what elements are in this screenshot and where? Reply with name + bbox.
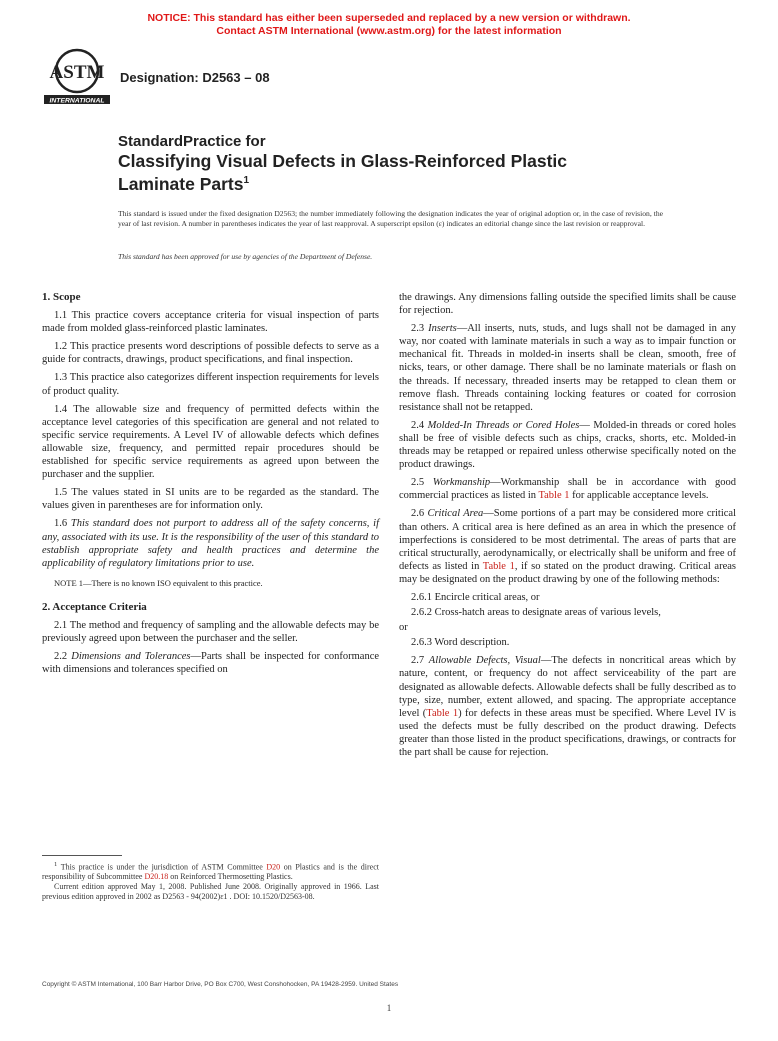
para-1-6: [42, 517, 379, 569]
para-2-2-heading: Dimensions and Tolerances: [71, 651, 191, 663]
title-line-1: StandardPractice for: [118, 133, 266, 150]
table-1-link[interactable]: Table 1: [538, 490, 570, 502]
para-2-6-number: 2.6: [411, 508, 428, 520]
footnote-1-text-b: on Plastics and is the direct responsibility of Subcommittee: [42, 862, 379, 882]
para-2-1: 2.1 The method and frequency of sampling and the allowable defects may be previously agreed upon between the purchaser and the seller.: [42, 619, 379, 644]
footnotes: [42, 860, 379, 902]
footnote-rule: [42, 855, 122, 856]
para-2-3: [399, 322, 736, 414]
para-2-4-heading: Molded-In Threads or Cored Holes: [427, 419, 580, 431]
astm-logo: [42, 47, 112, 107]
approval-statement: This standard has been approved for use by agencies of the Department of Defense.: [118, 252, 373, 261]
para-1-5: 1.5 The values stated in SI units are to be regarded as the standard. The values given in parentheses are for information only.: [42, 487, 379, 512]
subcommittee-d20-18-link[interactable]: D20.18: [144, 872, 169, 882]
page-number: 1: [386, 1003, 392, 1013]
committee-d20-link[interactable]: D20: [266, 862, 281, 872]
para-1-2: 1.2 This practice presents word descriptions of possible defects to serve as a guide for contracts, drawings, product specifications, and final inspection.: [42, 341, 379, 366]
para-2-6-1: 2.6.1 Encircle critical areas, or: [411, 591, 540, 603]
para-2-6-3: 2.6.3 Word description.: [411, 637, 510, 649]
para-1-6-number: 1.6: [54, 518, 71, 530]
para-2-6: [399, 507, 736, 586]
table-1-link[interactable]: Table 1: [426, 707, 459, 719]
para-1-4: 1.4 The allowable size and frequency of permitted defects within the acceptance level categories of this specification are general and not related to specific service requirements. A Level IV of allowable defects which defines allowable size, frequency, and permitted repair procedures should be established for specific service requirements as agreed upon between the purchaser and the supplier.: [42, 403, 379, 481]
para-2-7-text-a: —The defects in noncritical areas which by nature, content, or frequency do not affect serviceability of the part are designated as allowable defects. Allowable defects shall be fully described as to type, size, number, extent allowed, and spacing. The appropriate acceptance level (: [399, 655, 737, 719]
footnote-1-text-c: on Reinforced Thermosetting Plastics.: [168, 872, 293, 882]
notice-line-2: Contact ASTM International (www.astm.org) for the latest information: [216, 25, 562, 37]
or-text: or: [399, 622, 408, 634]
para-2-5-text-a: —Workmanship shall be in accordance with good commercial practices as listed in: [399, 477, 736, 502]
para-2-3-number: 2.3: [411, 323, 429, 335]
para-2-6-text-b: , if so stated on the product drawing. Critical areas may be designated on the product drawing by one of the following methods:: [399, 560, 736, 585]
para-2-2: [42, 650, 379, 676]
para-2-3-heading: Inserts: [428, 323, 457, 335]
title-line-3: Laminate Parts: [118, 173, 244, 194]
designation: Designation: D2563 – 08: [120, 70, 270, 85]
section-2-heading: 2. Acceptance Criteria: [42, 600, 147, 613]
para-2-7-number: 2.7: [411, 655, 429, 667]
right-column: [399, 291, 736, 764]
para-2-5-number: 2.5: [411, 477, 433, 489]
para-2-5-heading: Workmanship: [432, 477, 491, 489]
para-2-4-number: 2.4: [411, 419, 428, 431]
title-line-2: Classifying Visual Defects in Glass-Reinforced Plastic: [118, 151, 568, 171]
footnote-1-marker: 1: [54, 861, 58, 868]
title-footnote-ref: 1: [243, 175, 250, 186]
withdrawal-notice: [0, 12, 778, 38]
para-2-5: [399, 476, 736, 502]
para-2-6-heading: Critical Area: [427, 508, 484, 520]
footnote-1-text-a: This practice is under the jurisdiction of ASTM Committee: [60, 862, 267, 872]
para-2-7-heading: Allowable Defects, Visual: [428, 655, 541, 667]
para-2-7: [399, 654, 736, 759]
footnote-1: [42, 860, 379, 882]
para-2-2-number: 2.2: [54, 651, 72, 663]
para-2-2-text: —Parts shall be inspected for conformance with dimensions and tolerances specified on: [42, 651, 380, 676]
logo-text: ASTM: [49, 62, 105, 83]
para-2-3-text: —All inserts, nuts, studs, and lugs shall not be damaged in any way, nor coated with laminate materials in such a way as to impair function or mechanical fit. Threads in molded-in inserts shall be clean, smooth, free of nicks, tears, or other damage. There shall be no laminate materials or flash on the threads. If necessary, threaded inserts may be retapped to clean them or remove flash. Threads containing locking features or coated for corrosion resistance shall not be retapped.: [399, 323, 736, 413]
para-2-4: [399, 419, 736, 471]
para-2-6-2: 2.6.2 Cross-hatch areas to designate areas of various levels,: [411, 607, 661, 619]
para-2-7-text-b: ) for defects in these areas must be specified. Where Level IV is used the defects must be fully described on the product drawing. Defects greater than those listed in the product specifications, drawings, or contracts for the part shall be cause for rejection.: [399, 707, 736, 758]
footnote-2: Current edition approved May 1, 2008. Published June 2008. Originally approved in 1966. Last previous edition approved in 2002 as D2563 - 94(2002)ε1 . DOI: 10.1520/D2563-08.: [42, 882, 379, 902]
para-1-6-text: This standard does not purport to address all of the safety concerns, if any, associated with its use. It is the responsibility of the user of this standard to establish appropriate safety and health practices and determine the applicability of regulatory limitations prior to use.: [42, 518, 379, 569]
document-title: [118, 133, 567, 194]
note-1: NOTE 1—There is no known ISO equivalent to this practice.: [54, 577, 263, 588]
para-1-3: 1.3 This practice also categorizes different inspection requirements for levels of product quality.: [42, 372, 379, 397]
para-2-2-continued: the drawings. Any dimensions falling outside the specified limits shall be cause for rejection.: [399, 292, 736, 317]
logo-subtext: INTERNATIONAL: [49, 97, 105, 105]
copyright-line: Copyright © ASTM International, 100 Barr Harbor Drive, PO Box C700, West Conshohocken, PA 19428-2959. United States: [42, 981, 399, 988]
table-1-link[interactable]: Table 1: [482, 560, 515, 572]
para-2-5-text-b: for applicable acceptance levels.: [569, 490, 709, 502]
issue-statement: This standard is issued under the fixed designation D2563; the number immediately following the designation indicates the year of original adoption or, in the case of revision, the year of last revision. A number in parentheses indicates the year of last reapproval. A superscript epsilon (ε) indicates an editorial change since the last revision or reapproval.: [118, 209, 663, 229]
left-column: [42, 291, 379, 681]
para-1-1: 1.1 This practice covers acceptance criteria for visual inspection of parts made from molded glass-reinforced plastic laminates.: [42, 310, 379, 335]
para-2-4-text: — Molded-in threads or cored holes shall be free of visible defects such as chips, cracks, shorts, etc. Molded-in threads may be retapped or repaired unless otherwise specifically noted on the product drawings.: [399, 419, 737, 471]
para-2-6-text-a: —Some portions of a part may be considered more critical than others. A critical area is here defined as an area in which the presence of imperfections is considered to be most detrimental. The areas of parts that are critical structurally, aerodynamically, or electrically shall be uniform and free of defects as listed in: [399, 508, 736, 572]
section-1-heading: 1. Scope: [42, 291, 81, 303]
notice-line-1: NOTICE: This standard has either been superseded and replaced by a new version or withdrawn.: [147, 12, 631, 24]
